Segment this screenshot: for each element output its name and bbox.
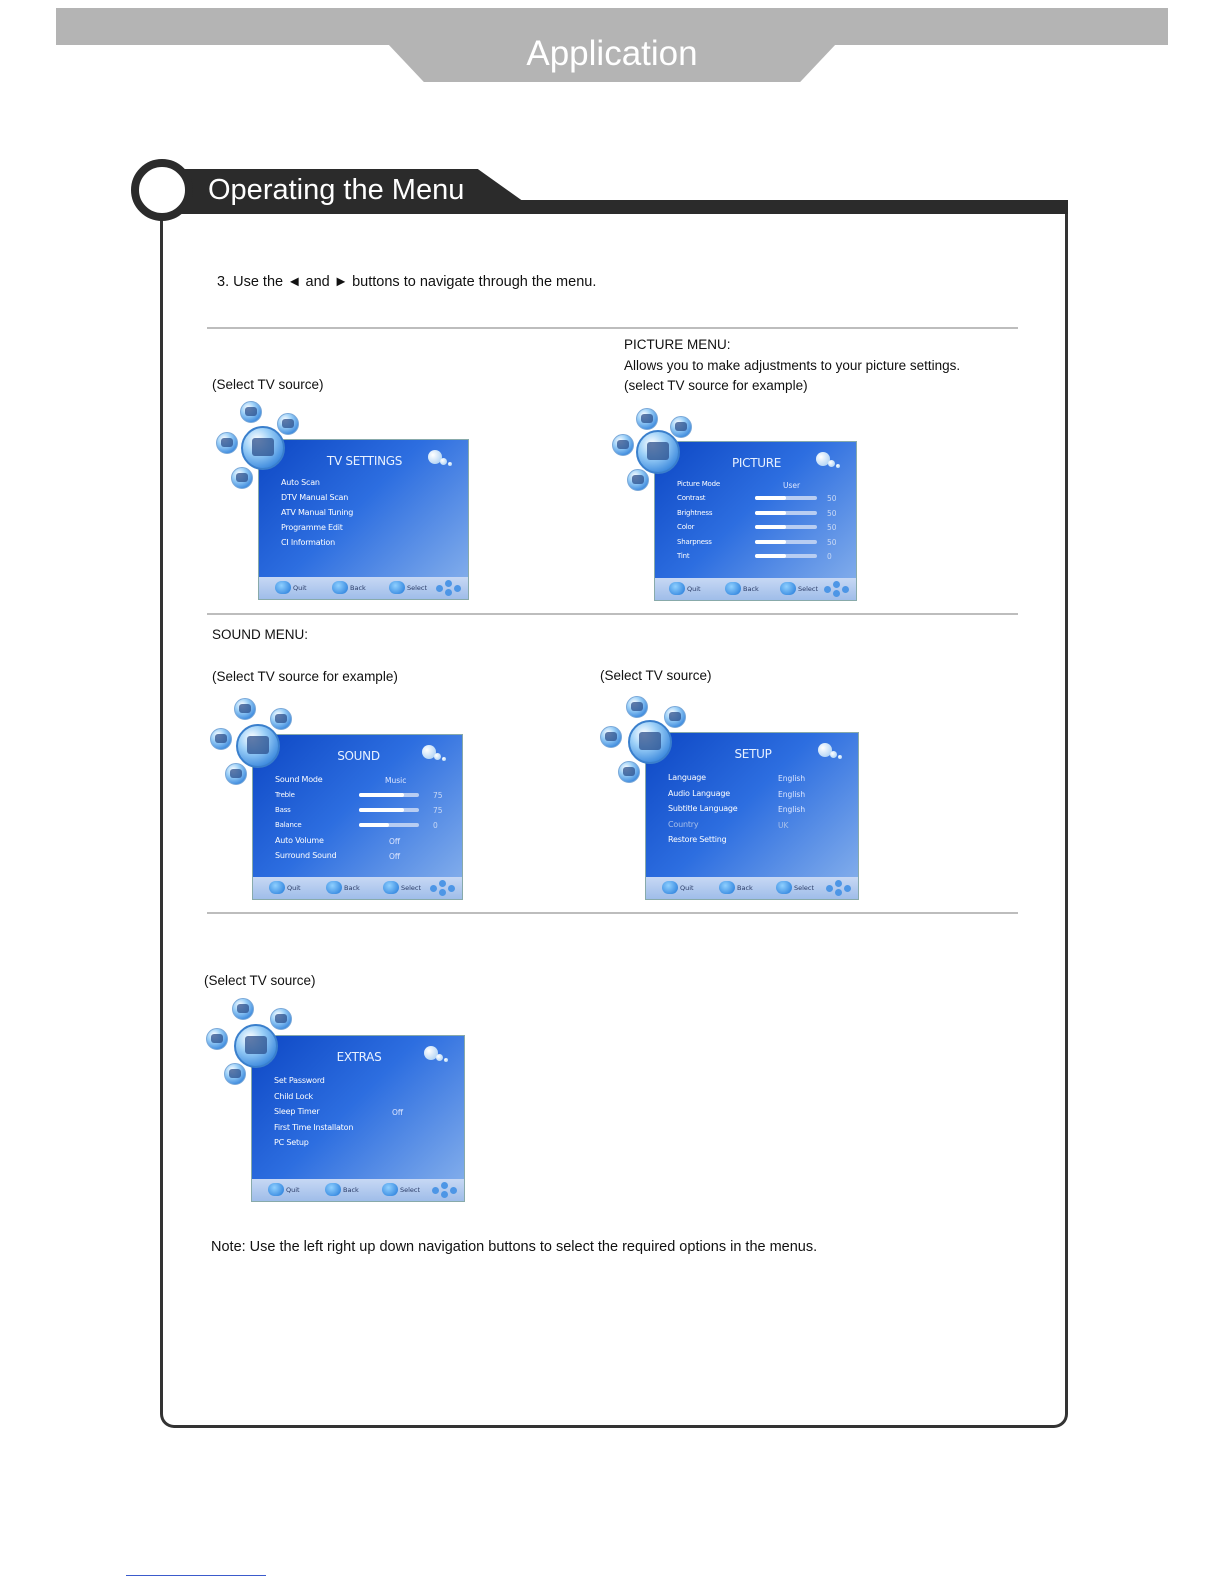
menu-item[interactable]: ATV Manual Tuning xyxy=(281,508,354,517)
menu-button-icon xyxy=(325,1183,341,1196)
screen-footer xyxy=(655,578,857,600)
setting-value: 50 xyxy=(827,537,837,547)
screen-title: SETUP xyxy=(734,747,772,761)
extras-menu-icon xyxy=(612,434,634,456)
ok-button-icon xyxy=(383,881,399,894)
ok-button-icon xyxy=(776,881,792,894)
menu-button-icon xyxy=(725,582,741,595)
setup-caption: (Select TV source) xyxy=(600,668,712,683)
screen-title: SOUND xyxy=(337,749,380,763)
screen-footer xyxy=(252,1179,465,1201)
picture-mode-value: User xyxy=(783,481,801,490)
menu-item[interactable]: Subtitle Language xyxy=(668,804,738,813)
menu-item-value: English xyxy=(778,774,806,783)
dpad-icon xyxy=(824,581,850,597)
extras-menu-icon xyxy=(231,467,253,489)
page-title: Application xyxy=(526,34,698,73)
setting-value: 50 xyxy=(827,494,837,503)
sound-heading: SOUND MENU: xyxy=(212,627,309,642)
picture-caption: (select TV source for example) xyxy=(624,378,808,393)
menu-item-value: English xyxy=(778,789,806,799)
section-bullet-icon xyxy=(131,159,193,221)
picture-menu-icon xyxy=(618,761,640,783)
instruction-text: 3. Use the ◄ and ► buttons to navigate through the menu. xyxy=(217,274,597,290)
picture-menu-icon xyxy=(224,1063,246,1085)
setup-active-icon xyxy=(628,720,672,764)
setting-label[interactable]: Contrast xyxy=(677,494,706,502)
setting-label[interactable]: Tint xyxy=(677,552,690,560)
dpad-icon xyxy=(432,1182,458,1198)
back-label: Back xyxy=(350,584,366,592)
menu-item[interactable]: Country xyxy=(668,819,699,829)
exit-button-icon xyxy=(669,582,685,595)
setting-label[interactable]: Balance xyxy=(275,821,302,829)
bubbles-icon xyxy=(422,743,452,765)
menu-item[interactable]: Audio Language xyxy=(668,788,730,798)
sound-mode-value: Music xyxy=(385,776,407,785)
dpad-icon xyxy=(430,880,456,896)
back-label: Back xyxy=(344,884,360,892)
sound-menu-icon xyxy=(600,726,622,748)
sound-active-icon xyxy=(236,724,280,768)
surround-sound-label[interactable]: Surround Sound xyxy=(275,851,337,860)
exit-button-icon xyxy=(269,881,285,894)
menu-item-value: Off xyxy=(392,1108,404,1117)
exit-button-icon xyxy=(268,1183,284,1196)
ok-button-icon xyxy=(780,582,796,595)
menu-item[interactable]: Restore Setting xyxy=(668,835,727,844)
setting-value: 0 xyxy=(433,821,438,830)
setting-label[interactable]: Color xyxy=(677,523,695,531)
screen-footer xyxy=(646,877,859,899)
slider-fill xyxy=(359,808,404,812)
menu-item[interactable]: PC Setup xyxy=(274,1138,309,1147)
bubbles-icon xyxy=(816,450,846,472)
auto-volume-value: Off xyxy=(389,837,401,846)
select-label: Select xyxy=(407,584,428,592)
sound-mode-label[interactable]: Sound Mode xyxy=(275,775,323,784)
setting-label[interactable]: Brightness xyxy=(677,508,713,517)
setting-label[interactable]: Bass xyxy=(275,806,291,814)
back-label: Back xyxy=(343,1186,359,1194)
footer-line xyxy=(126,1575,266,1576)
setup-menu-icon xyxy=(627,469,649,491)
picture-mode-label[interactable]: Picture Mode xyxy=(677,480,720,488)
picture-menu-icon xyxy=(240,401,262,423)
setting-value: 75 xyxy=(433,791,443,800)
screen-footer xyxy=(259,577,469,599)
bubbles-icon xyxy=(424,1044,454,1066)
quit-label: Quit xyxy=(293,584,307,592)
picture-screenshot xyxy=(612,406,872,606)
ok-button-icon xyxy=(389,581,405,594)
tv-menu-icon xyxy=(636,408,658,430)
auto-volume-label[interactable]: Auto Volume xyxy=(275,836,324,845)
menu-item[interactable]: CI Information xyxy=(281,538,335,547)
section-title: Operating the Menu xyxy=(208,174,465,206)
extras-screenshot xyxy=(204,996,469,1206)
menu-item[interactable]: Child Lock xyxy=(274,1091,313,1101)
extras-active-icon xyxy=(234,1024,278,1068)
setting-value: 50 xyxy=(827,508,837,518)
menu-item[interactable]: Set Password xyxy=(274,1076,325,1085)
picture-description: Allows you to make adjustments to your picture settings. xyxy=(624,358,961,373)
quit-label: Quit xyxy=(680,884,694,892)
quit-label: Quit xyxy=(287,884,301,892)
back-label: Back xyxy=(743,585,759,593)
setup-screenshot xyxy=(598,694,863,904)
quit-label: Quit xyxy=(687,585,701,593)
slider-fill xyxy=(755,525,786,529)
note-text: Note: Use the left right up down navigation buttons to select the required options in the menus. xyxy=(211,1239,818,1255)
slider-fill xyxy=(755,511,786,515)
menu-item[interactable]: Programme Edit xyxy=(281,523,343,532)
back-label: Back xyxy=(737,884,753,892)
menu-item-value: UK xyxy=(778,820,789,830)
slider-fill xyxy=(359,823,389,827)
tv-menu-icon xyxy=(626,696,648,718)
setting-label[interactable]: Sharpness xyxy=(677,537,712,546)
picture-active-icon xyxy=(636,430,680,474)
ok-button-icon xyxy=(382,1183,398,1196)
slider-fill xyxy=(755,554,786,558)
select-label: Select xyxy=(401,884,422,892)
sound-menu-icon xyxy=(277,413,299,435)
screen-title: PICTURE xyxy=(731,456,782,470)
tv-menu-icon xyxy=(225,763,247,785)
setting-label[interactable]: Treble xyxy=(275,791,295,799)
divider xyxy=(207,912,1018,914)
select-label: Select xyxy=(400,1186,421,1194)
select-label: Select xyxy=(798,585,819,593)
screen-title: TV SETTINGS xyxy=(326,454,403,468)
setting-value: 75 xyxy=(433,806,443,815)
setup-menu-icon xyxy=(216,432,238,454)
select-label: Select xyxy=(794,884,815,892)
menu-item[interactable]: Auto Scan xyxy=(281,478,320,487)
exit-button-icon xyxy=(275,581,291,594)
tv-settings-caption: (Select TV source) xyxy=(212,377,324,392)
setting-value: 50 xyxy=(827,523,837,532)
menu-item[interactable]: Sleep Timer xyxy=(274,1107,320,1116)
slider-fill xyxy=(755,540,786,544)
screen-footer xyxy=(253,877,463,899)
setup-menu-icon xyxy=(234,698,256,720)
tv-settings-screenshot xyxy=(214,400,474,610)
sound-menu-icon xyxy=(670,416,692,438)
menu-item-value: English xyxy=(778,805,806,814)
picture-heading: PICTURE MENU: xyxy=(624,337,731,352)
menu-item[interactable]: Language xyxy=(668,773,706,782)
menu-button-icon xyxy=(719,881,735,894)
picture-menu-icon xyxy=(210,728,232,750)
menu-button-icon xyxy=(326,881,342,894)
divider xyxy=(207,613,1018,615)
extras-menu-icon xyxy=(270,708,292,730)
tv-menu-icon xyxy=(206,1028,228,1050)
sound-caption: (Select TV source for example) xyxy=(212,669,398,684)
tv-settings-active-icon xyxy=(241,426,285,470)
bubbles-icon xyxy=(818,741,848,763)
divider xyxy=(207,327,1018,329)
dpad-icon xyxy=(436,580,462,596)
screen-title: EXTRAS xyxy=(336,1050,382,1064)
bubbles-icon xyxy=(428,448,458,470)
menu-item[interactable]: DTV Manual Scan xyxy=(281,493,349,502)
slider-fill xyxy=(755,496,786,500)
sound-menu-icon xyxy=(232,998,254,1020)
surround-sound-value: Off xyxy=(389,852,401,861)
quit-label: Quit xyxy=(286,1186,300,1194)
extras-menu-icon xyxy=(664,706,686,728)
setup-menu-icon xyxy=(270,1008,292,1030)
dpad-icon xyxy=(826,880,852,896)
extras-caption: (Select TV source) xyxy=(204,973,316,988)
setting-value: 0 xyxy=(827,552,832,561)
menu-button-icon xyxy=(332,581,348,594)
exit-button-icon xyxy=(662,881,678,894)
slider-fill xyxy=(359,793,404,797)
sound-screenshot xyxy=(210,696,470,906)
menu-item[interactable]: First Time Installaton xyxy=(274,1122,354,1132)
